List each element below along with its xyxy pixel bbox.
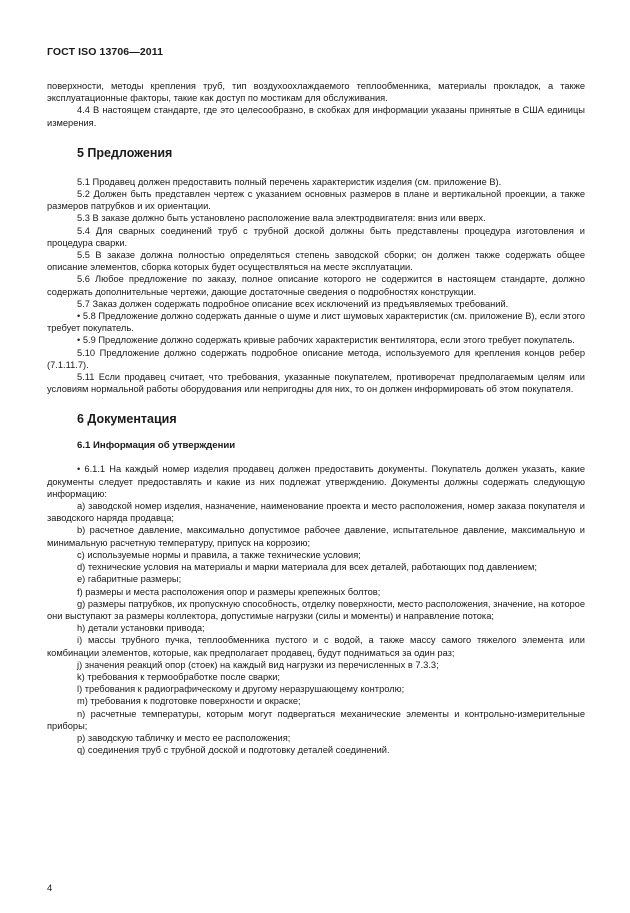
list-item: m) требования к подготовке поверхности и окраске; <box>77 696 301 707</box>
paragraph: • 6.1.1 На каждый номер изделия продавец должен предоставить документы. Покупатель должен указать, какие документы следует предоставлять и какие из них подлежат утверждению. Документы должны содержать следующую информацию: <box>47 464 585 499</box>
paragraph: 5.10 Предложение должно содержать подробное описание метода, используемого для крепления концов ребер (7.1.11.7). <box>47 347 585 370</box>
list-item: d) технические условия на материалы и марки материала для всех деталей, работающих под давлением; <box>77 562 537 573</box>
list-item: k) требования к термообработке после сварки; <box>77 671 280 682</box>
paragraph: • 5.8 Предложение должно содержать данные о шуме и лист шумовых характеристик (см. приложение В), если этого требует покупатель. <box>47 311 585 334</box>
paragraph: 5.1 Продавец должен предоставить полный перечень характеристик изделия (см. приложение В). <box>77 176 502 187</box>
paragraph: 4.4 В настоящем стандарте, где это целесообразно, в скобках для информации указаны принятые в США единицы измерения. <box>47 105 585 128</box>
document-page <box>47 46 585 756</box>
list-item: h) детали установки привода; <box>77 623 205 634</box>
list-item: a) заводской номер изделия, назначение, наименование проекта и место расположения, номер заказа покупателя и заводского наряда продавца; <box>47 501 585 524</box>
list-item: b) расчетное давление, максимально допустимое рабочее давление, испытательное давление, максимальную и минимальную расчетную температуру, припуск на коррозию; <box>47 525 585 548</box>
section-heading: 6 Документация <box>77 412 177 427</box>
list-item: j) значения реакций опор (стоек) на каждый вид нагрузки из перечисленных в 7.3.3; <box>77 659 439 670</box>
paragraph: 5.6 Любое предложение по заказу, полное описание которого не содержится в настоящем стандарте, должно содержать дополнительные чертежи, дающие достаточные сведения о подробностях конструкции. <box>47 274 585 297</box>
list-item: c) используемые нормы и правила, а также технические условия; <box>77 549 361 560</box>
paragraph: 5.7 Заказ должен содержать подробное описание всех исключений из предъявляемых требований. <box>77 298 509 309</box>
paragraph: 5.5 В заказе должна полностью определяться степень заводской сборки; он должен также содержать общее описание элементов, сборка которых будет осуществляться на месте эксплуатации. <box>47 250 585 273</box>
paragraph: поверхности, методы крепления труб, тип воздухоохлаждаемого теплообменника, материалы прокладок, а также эксплуатационные факторы, такие как доступ по мостикам для обслуживания. <box>47 81 585 104</box>
list-item: l) требования к радиографическому и другому неразрушающему контролю; <box>77 684 405 695</box>
list-item: n) расчетные температуры, которым могут подвергаться механические элементы и контрольно-измерительные приборы; <box>47 708 585 731</box>
subsection-heading: 6.1 Информация об утверждении <box>77 440 236 452</box>
page-number: 4 <box>47 883 53 894</box>
list-item: e) габаритные размеры; <box>77 574 182 585</box>
section-heading: 5 Предложения <box>77 145 173 160</box>
list-item: g) размеры патрубков, их пропускную способность, отделку поверхности, место расположения, значение, на которое они выступают за размеры коллектора, допустимые нагрузки (силы и моменты) и направление потока; <box>47 598 585 621</box>
paragraph: • 5.9 Предложение должно содержать кривые рабочих характеристик вентилятора, если этого требует покупатель. <box>77 335 575 346</box>
list-item: p) заводскую табличку и место ее расположения; <box>77 732 291 743</box>
paragraph: 5.4 Для сварных соединений труб с трубной доской должны быть представлены процедура изготовления и процедура сварки. <box>47 225 585 248</box>
document-header: ГОСТ ISO 13706—2011 <box>47 46 164 58</box>
paragraph: 5.11 Если продавец считает, что требования, указанные покупателем, противоречат предполагаемым целям или условиям нормальной работы оборудования или непригодны для них, то он должен информировать об этом покупателя. <box>47 372 585 395</box>
paragraph: 5.3 В заказе должно быть установлено расположение вала электродвигателя: вниз или вверх. <box>77 213 486 224</box>
list-item: f) размеры и места расположения опор и размеры крепежных болтов; <box>77 586 381 597</box>
list-item: q) соединения труб с трубной доской и подготовку деталей соединений. <box>77 745 390 756</box>
list-item: i) массы трубного пучка, теплообменника пустого и с водой, а также массу самого тяжелого элемента или комбинации элементов, которые, как предполагает продавец, будут подниматься за один раз; <box>47 635 585 658</box>
paragraph: 5.2 Должен быть представлен чертеж с указанием основных размеров в плане и вертикальной проекции, а также размеров патрубков и их ориентации. <box>47 189 585 212</box>
